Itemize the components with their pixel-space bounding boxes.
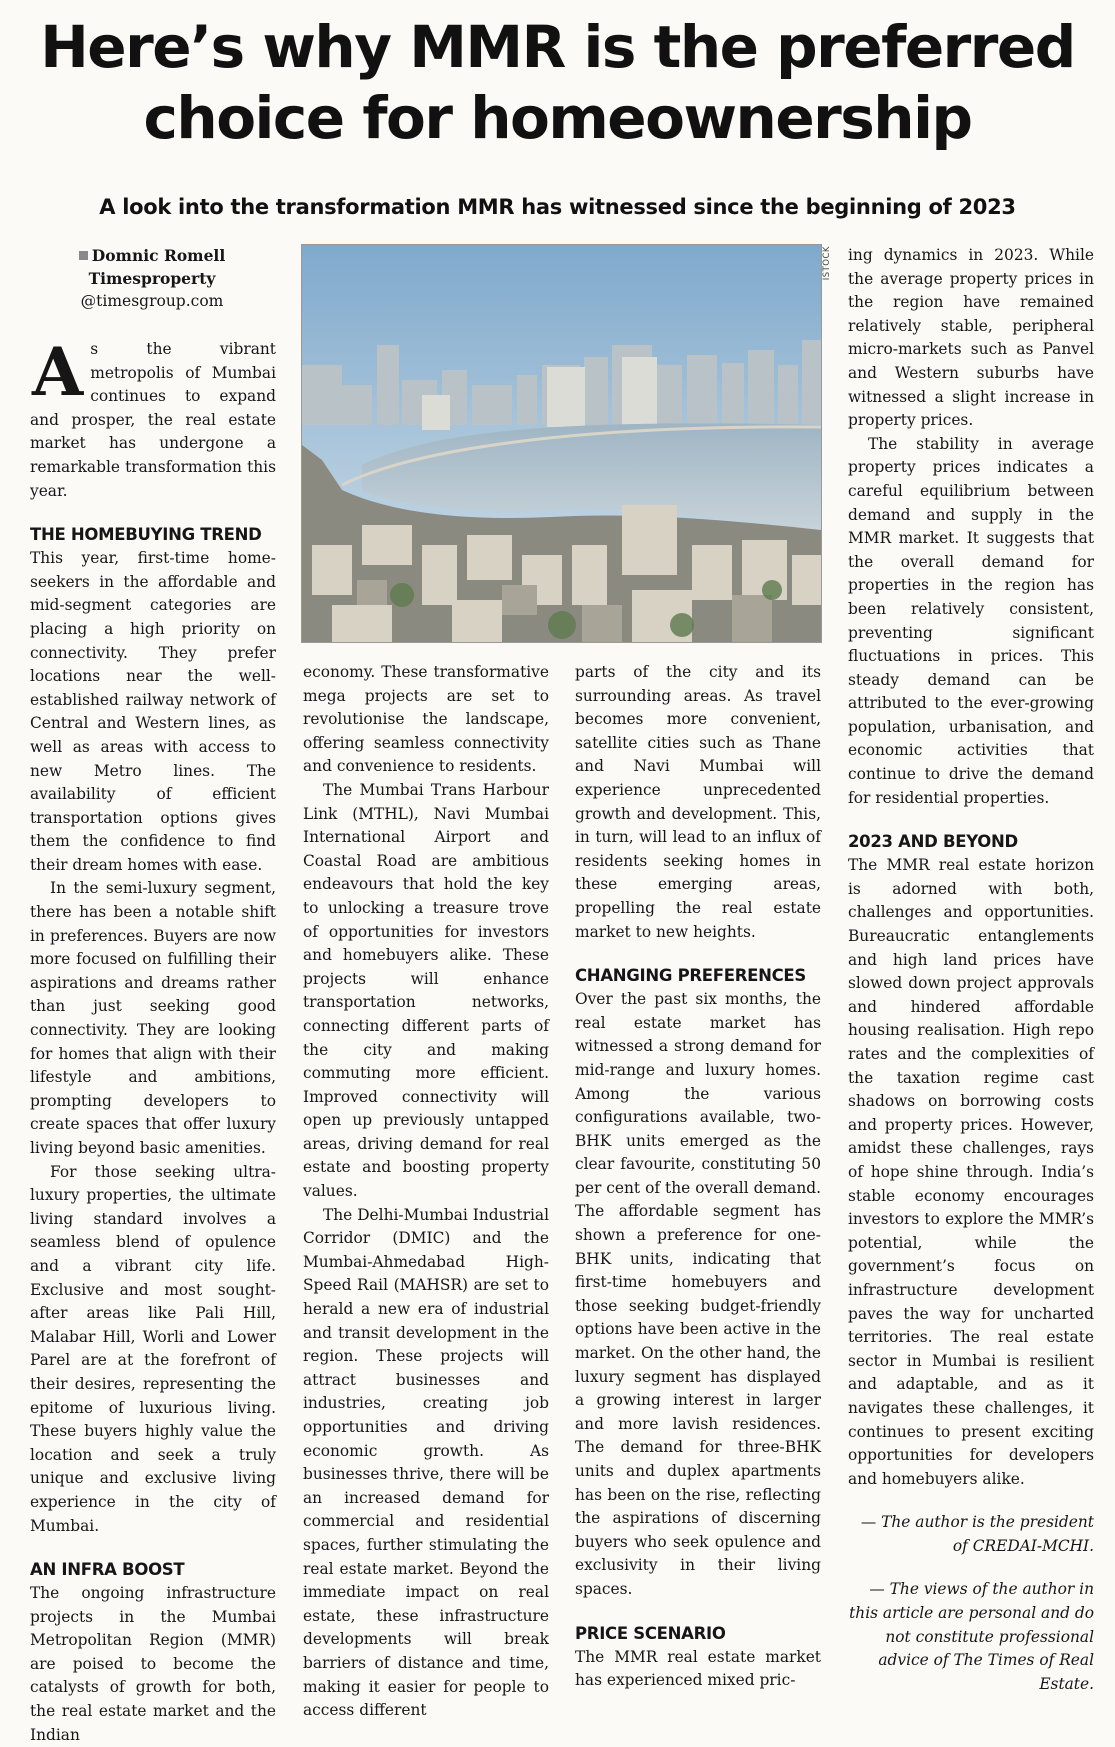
section-heading-infra-boost: AN INFRA BOOST xyxy=(30,1560,185,1580)
paragraph: Over the past six months, the real estate market has witnessed a strong demand for mid-range and luxury homes. Among the various configurations available, two-BHK units emerged as the clear favourite, constituting 50 per cent of the overall demand. The affordable segment has shown a preference for one-BHK units, indicating that first-time homebuyers and those seeking budget-friendly options have been active in the market. On the other hand, the luxury segment has displayed a growing interest in larger and more lavish residences. The demand for three-BHK units and duplex apartments has been on the rise, reflecting the aspirations of discerning buyers who seek opulence and exclusivity in their living spaces. xyxy=(575,990,821,1598)
paragraph: For those seeking ultra-luxury properties, the ultimate living standard involves a seamless blend of opulence and a vibrant city life. Exclusive and most sought-after areas like Pali Hill, Malabar Hill, Worli and Lower Parel are at the forefront of their desires, representing the epitome of luxurious living. These buyers highly value the location and seek a truly unique and exclusive living experience in the city of Mumbai. xyxy=(30,1162,276,1535)
paragraph: The MMR real estate market has experienced mixed pric- xyxy=(575,1647,821,1690)
photo-credit: ISTOCK xyxy=(822,246,832,281)
bullet-square-icon xyxy=(79,251,88,260)
paragraph: parts of the city and its surrounding areas. As travel becomes more convenient, satellite cities such as Thane and Navi Mumbai will experience unprecedented growth and development. This, in turn, will lead to an influx of residents seeking homes in these emerging areas, propelling the real estate market to new heights. xyxy=(575,663,821,941)
section-heading-2023-and-beyond: 2023 AND BEYOND xyxy=(848,832,1018,852)
section-heading-price-scenario: PRICE SCENARIO xyxy=(575,1623,726,1643)
article-column-3 xyxy=(575,661,821,1693)
paragraph: The Delhi-Mumbai Industrial Corridor (DMIC) and the Mumbai-Ahmedabad High-Speed Rail (MAHSR) are set to herald a new era of industrial and transit development in the region. These projects will attract businesses and industries, creating job opportunities and driving economic growth. As businesses thrive, there will be an increased demand for commercial and residential spaces, further stimulating the real estate market. Beyond the immediate impact on real estate, these infrastructure developments will break barriers of distance and time, making it easier for people to access different xyxy=(303,1205,549,1720)
byline-name: Domnic Romell xyxy=(91,246,226,265)
byline-org: Timesproperty xyxy=(88,269,216,288)
paragraph: The Mumbai Trans Harbour Link (MTHL), Navi Mumbai International Airport and Coastal Road are ambitious endeavours that hold the key to unlocking a treasure trove of opportunities for investors and homebuyers alike. These projects will enhance transportation networks, connecting different parts of the city and making commuting more efficient. Improved connectivity will open up previously untapped areas, driving demand for real estate and boosting property values. xyxy=(303,780,549,1201)
paragraph: economy. These transformative mega projects are set to revolutionise the landscape, offering seamless connectivity and convenience to residents. xyxy=(303,663,549,776)
article-column-2 xyxy=(303,661,549,1723)
author-note: — The author is the president of CREDAI-MCHI. xyxy=(860,1513,1094,1555)
paragraph: The MMR real estate horizon is adorned with both, challenges and opportunities. Bureaucratic entanglements and high land prices have slowed down project approvals and hindered affordable housing realisation. High repo rates and the complexities of the taxation regime cast shadows on borrowing costs and property prices. However, amidst these challenges, rays of hope shine through. India’s stable economy encourages investors to explore the MMR’s potential, while the government’s focus on infrastructure development paves the way for uncharted territories. The real estate sector in Mumbai is resilient and adaptable, and as it navigates these challenges, it continues to present exciting opportunities for developers and homebuyers alike. xyxy=(848,856,1094,1488)
mumbai-skyline-photo xyxy=(301,244,822,643)
headline-line-1: Here’s why MMR is the preferred xyxy=(40,13,1075,81)
paragraph: The stability in average property prices indicates a careful equilibrium between demand and supply in the MMR market. It suggests that the overall demand for properties in the region has been relatively consistent, preventing significant fluctuations in prices. This steady demand can be attributed to the ever-growing population, urbanisation, and economic activities that continue to drive the demand for residential properties. xyxy=(848,434,1094,807)
paragraph: In the semi-luxury segment, there has been a notable shift in preferences. Buyers are now more focused on fulfilling their aspirations and dreams rather than just seeking good connectivity. They are looking for homes that align with their lifestyle and ambitions, prompting developers to create spaces that offer luxury living beyond basic amenities. xyxy=(30,879,276,1157)
drop-cap: A xyxy=(32,333,84,411)
disclaimer: — The views of the author in this article are personal and do not constitute professional advice of The Times of Real Estate. xyxy=(849,1580,1094,1693)
byline xyxy=(28,244,276,313)
paragraph: This year, first-time home-seekers in the affordable and mid-segment categories are placing a high priority on connectivity. They prefer locations near the well-established railway network of Central and Western lines, as well as areas with access to new Metro lines. The availability of efficient transportation options gives them the confidence to find their dream homes with ease. xyxy=(30,549,276,874)
headline-line-2: choice for homeownership xyxy=(143,84,972,152)
byline-email: @timesgroup.com xyxy=(80,292,224,310)
deck-subheadline: A look into the transformation MMR has witnessed since the beginning of 2023 xyxy=(99,195,1016,219)
section-heading-changing-preferences: CHANGING PREFERENCES xyxy=(575,966,806,986)
article-column-4 xyxy=(848,244,1094,1696)
article-column-1 xyxy=(30,333,276,1747)
section-heading-homebuying-trend: THE HOMEBUYING TREND xyxy=(30,525,262,545)
paragraph: ing dynamics in 2023. While the average property prices in the region have remained relatively stable, peripheral micro-markets such as Panvel and Western suburbs have witnessed a slight increase in property prices. xyxy=(848,246,1094,430)
lead-paragraph: As the vibrant metropolis of Mumbai continues to expand and prosper, the real estate market has undergone a remarkable transformation this year. xyxy=(30,333,276,500)
headline xyxy=(0,12,1115,154)
paragraph: The ongoing infrastructure projects in the Mumbai Metropolitan Region (MMR) are poised to become the catalysts of growth for both, the real estate market and the Indian xyxy=(30,1584,276,1744)
